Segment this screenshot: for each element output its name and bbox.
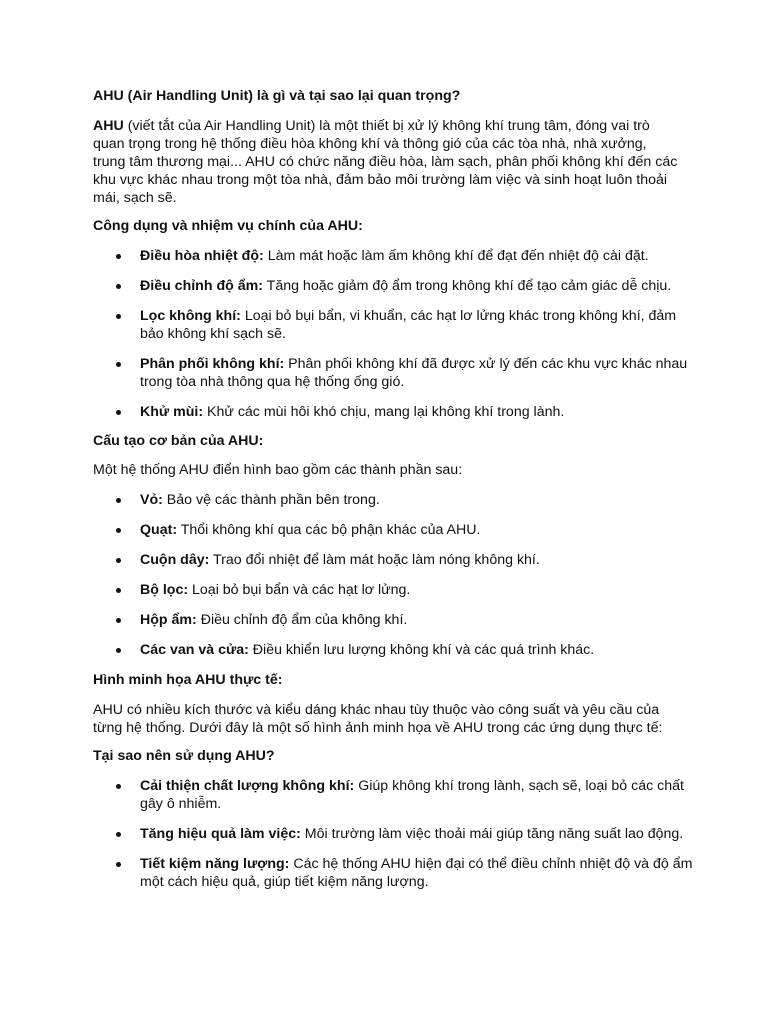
list-item-text: Tăng hoặc giảm độ ẩm trong không khí để tạo cảm giác dễ chịu. [262,278,672,294]
intro-paragraph [93,117,678,207]
section-heading-why: Tại sao nên sử dụng AHU? [93,748,275,764]
list-item-term: Điều hòa nhiệt độ: [140,248,264,264]
list-item [93,641,693,659]
document-title: AHU (Air Handling Unit) là gì và tại sao lại quan trọng? [93,88,461,104]
list-item [93,307,693,343]
list-item-term: Tăng hiệu quả làm việc: [140,826,301,842]
list-item-text: Trao đổi nhiệt để làm mát hoặc làm nóng không khí. [209,552,540,568]
list-item-text: Khử các mùi hôi khó chịu, mang lại không khí trong lành. [203,404,565,420]
illustration-paragraph: AHU có nhiều kích thước và kiểu dáng khác nhau tùy thuộc vào công suất và yêu cầu của từng hệ thống. Dưới đây là một số hình ảnh minh họa về AHU trong các ứng dụng thực tế: [93,702,663,736]
list-item-term: Bộ lọc: [140,582,189,598]
list-item-text: Môi trường làm việc thoải mái giúp tăng năng suất lao động. [300,826,684,842]
list-item [93,825,693,843]
section-heading-illustration: Hình minh họa AHU thực tế: [93,672,283,688]
list-item [93,611,693,629]
benefits-list [93,777,693,903]
list-item [93,247,693,265]
list-item-term: Cải thiện chất lượng không khí: [140,778,355,794]
intro-text: (viết tắt của Air Handling Unit) là một thiết bị xử lý không khí trung tâm, đóng vai trò quan trọng trong hệ thống điều hòa không khí và thông gió của các tòa nhà, nhà xưởng, trung tâm thương mại... AHU có chức năng điều hòa, làm sạch, phân phối không khí đến các khu vực khác nhau trong một tòa nhà, đảm bảo môi trường làm việc và sinh hoạt luôn thoải mái, sạch sẽ. [93,118,678,206]
list-item-text: Bảo vệ các thành phần bên trong. [162,492,380,508]
list-item [93,777,693,813]
list-item [93,491,693,509]
list-item-text: Thổi không khí qua các bộ phận khác của AHU. [177,522,481,538]
list-item-term: Lọc không khí: [140,308,241,324]
structure-paragraph: Một hệ thống AHU điển hình bao gồm các thành phần sau: [93,462,463,478]
list-item-text: Loại bỏ bụi bẩn, vi khuẩn, các hạt lơ lửng khác trong không khí, đảm bảo không khí sạch sẽ. [140,308,677,342]
list-item [93,551,693,569]
list-item-term: Các van và cửa: [140,642,249,658]
list-item [93,355,693,391]
list-item [93,403,693,421]
list-item-term: Tiết kiệm năng lượng: [140,856,290,872]
section-heading-structure: Cấu tạo cơ bản của AHU: [93,433,264,449]
list-item [93,521,693,539]
list-item-text: Phân phối không khí đã được xử lý đến các khu vực khác nhau trong tòa nhà thông qua hệ thống ống gió. [140,356,688,390]
structure-list [93,491,693,671]
list-item-term: Hộp ẩm: [140,612,197,628]
list-item-term: Phân phối không khí: [140,356,285,372]
intro-term: AHU [93,118,124,134]
list-item [93,277,693,295]
list-item-term: Điều chỉnh độ ẩm: [140,278,263,294]
list-item [93,581,693,599]
list-item-term: Quạt: [140,522,178,538]
list-item-text: Làm mát hoặc làm ấm không khí để đạt đến nhiệt độ cài đặt. [263,248,649,264]
list-item-text: Các hệ thống AHU hiện đại có thể điều chỉnh nhiệt độ và độ ẩm một cách hiệu quả, giúp tiết kiệm năng lượng. [140,856,693,890]
functions-list [93,247,693,433]
list-item [93,855,693,891]
list-item-term: Khử mùi: [140,404,204,420]
list-item-term: Cuộn dây: [140,552,210,568]
list-item-text: Giúp không khí trong lành, sạch sẽ, loại bỏ các chất gây ô nhiễm. [140,778,684,812]
list-item-term: Vỏ: [140,492,163,508]
list-item-text: Loại bỏ bụi bẩn và các hạt lơ lửng. [188,582,411,598]
list-item-text: Điều khiển lưu lượng không khí và các quá trình khác. [248,642,595,658]
list-item-text: Điều chỉnh độ ẩm của không khí. [196,612,408,628]
section-heading-functions: Công dụng và nhiệm vụ chính của AHU: [93,218,363,234]
